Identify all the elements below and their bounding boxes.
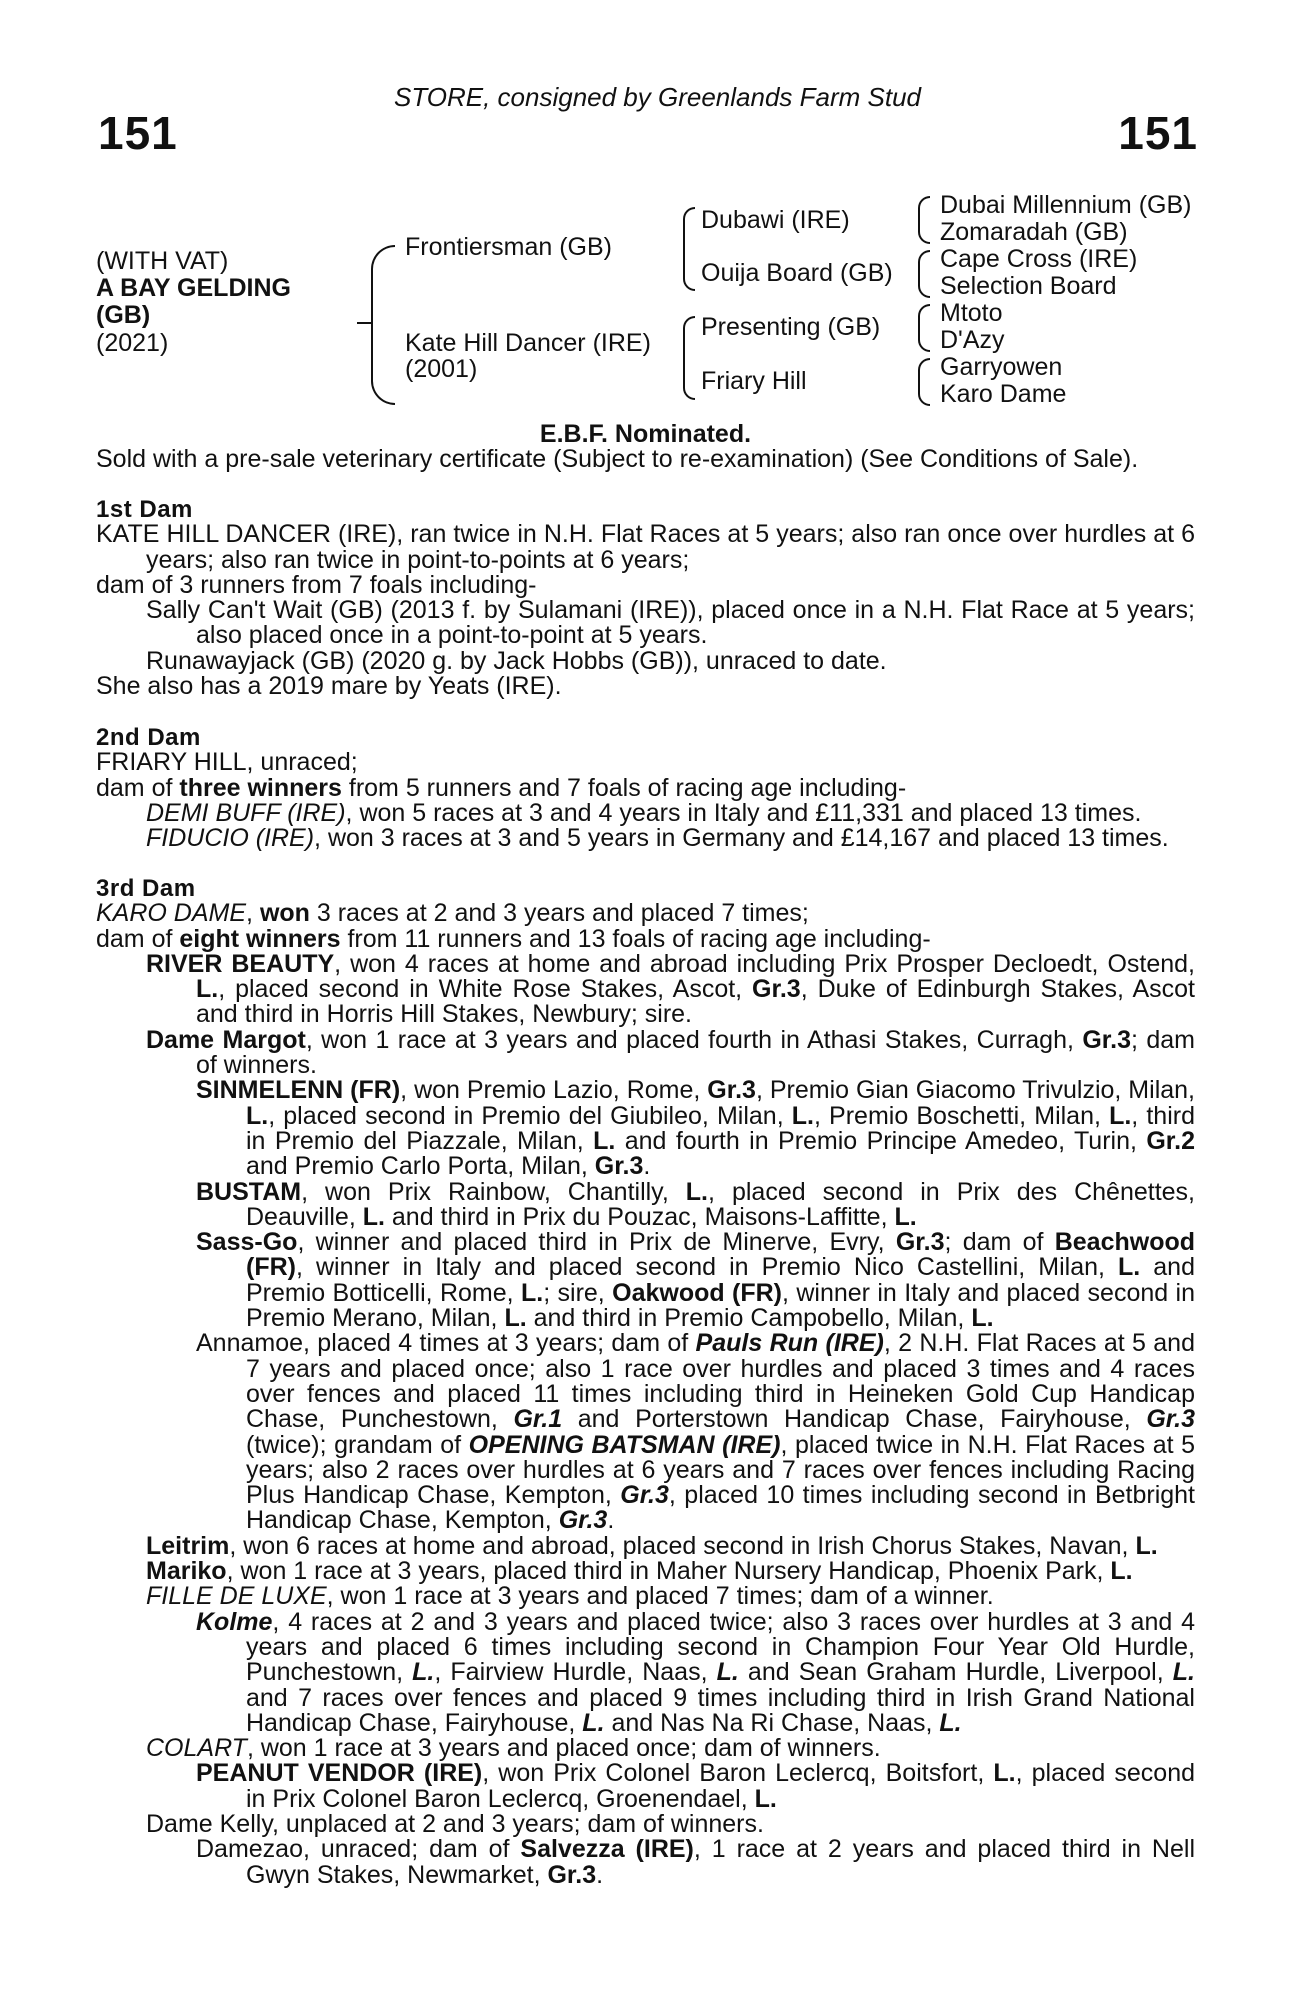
produce-entry: Dame Margot, won 1 race at 3 years and placed fourth in Athasi Stakes, Curragh, Gr.3; dam of winners. xyxy=(146,1025,1195,1080)
pedigree-g3-item: Mtoto xyxy=(940,299,1003,327)
produce-entry: FIDUCIO (IRE), won 3 races at 3 and 5 years in Germany and £14,167 and placed 13 times. xyxy=(146,824,1169,853)
pedigree-brace-dam xyxy=(683,316,695,400)
third-dam-heading: 3rd Dam xyxy=(96,875,196,902)
pedigree-g3-item: Dubai Millennium (GB) xyxy=(940,191,1192,219)
first-dam-note: She also has a 2019 mare by Yeats (IRE). xyxy=(96,672,562,701)
pedigree-dam-dam: Friary Hill xyxy=(701,367,807,395)
second-dam-section xyxy=(96,725,1195,851)
produce-entry: Dame Kelly, unplaced at 2 and 3 years; dam of winners. xyxy=(146,1809,764,1838)
produce-entry: PEANUT VENDOR (IRE), won Prix Colonel Baron Leclercq, Boitsfort, L., placed second in Prix Colonel Baron Leclercq, Groenendael, L. xyxy=(196,1759,1195,1813)
pedigree-brace-g3-1 xyxy=(918,196,930,244)
horse-description: A BAY GELDING xyxy=(96,274,291,302)
pedigree-g3-item: Cape Cross (IRE) xyxy=(940,245,1138,273)
pedigree-g3-item: Karo Dame xyxy=(940,380,1067,408)
third-dam-record: KARO DAME, won 3 races at 2 and 3 years and placed 7 times; xyxy=(96,899,809,928)
pedigree-sire: Frontiersman (GB) xyxy=(405,233,612,261)
produce-entry: Mariko, won 1 race at 3 years, placed third in Maher Nursery Handicap, Phoenix Park, L. xyxy=(146,1557,1133,1586)
ebf-nominated: E.B.F. Nominated. xyxy=(539,420,752,448)
pedigree-brace-g3-3 xyxy=(918,304,930,352)
second-dam-heading: 2nd Dam xyxy=(96,724,201,751)
first-dam-record: KATE HILL DANCER (IRE), ran twice in N.H. Flat Races at 5 years; also ran once over hurdles at 6 years; also ran twice in point-to-points at 6 years; xyxy=(96,520,1195,574)
third-dam-produce-summary: dam of eight winners from 11 runners and 13 foals of racing age including- xyxy=(96,924,931,953)
produce-entry: DEMI BUFF (IRE), won 5 races at 3 and 4 years in Italy and £11,331 and placed 13 times. xyxy=(146,798,1142,827)
first-dam-section xyxy=(96,497,1195,699)
horse-year: (2021) xyxy=(96,329,169,357)
produce-entry: Runawayjack (GB) (2020 g. by Jack Hobbs (GB)), unraced to date. xyxy=(146,646,887,675)
consignment-line: STORE, consigned by Greenlands Farm Stud xyxy=(394,82,921,112)
sold-note: Sold with a pre-sale veterinary certificate (Subject to re-examination) (See Conditions of Sale). xyxy=(96,445,1139,474)
horse-origin: (GB) xyxy=(96,301,151,329)
second-dam-produce-summary: dam of three winners from 5 runners and 7 foals of racing age including- xyxy=(96,773,907,802)
produce-entry: FILLE DE LUXE, won 1 race at 3 years and placed 7 times; dam of a winner. xyxy=(146,1582,994,1611)
pedigree-sire-dam: Ouija Board (GB) xyxy=(701,259,893,287)
pedigree-brace-point xyxy=(357,322,371,324)
first-dam-heading: 1st Dam xyxy=(96,496,193,523)
pedigree-brace-g3-2 xyxy=(918,250,930,298)
produce-entry: Annamoe, placed 4 times at 3 years; dam of Pauls Run (IRE), 2 N.H. Flat Races at 5 and 7 years and placed once; also 1 race over hurdles and placed 3 times and 4 races over fences and placed 11 times including third in Heineken Gold Cup Handicap Chase, Punchestown, Gr.1 and Porterstown Handicap Chase, Fairyhouse, Gr.3 (twice); grandam of OPENING BATSMAN (IRE), placed twice in N.H. Flat Races at 5 years; also 2 races over hurdles at 6 years and 7 races over fences including Racing Plus Handicap Chase, Kempton, Gr.3, placed 10 times including second in Betbright Handicap Chase, Kempton, Gr.3. xyxy=(196,1329,1196,1535)
produce-entry: COLART, won 1 race at 3 years and placed once; dam of winners. xyxy=(146,1734,881,1763)
produce-entry: SINMELENN (FR), won Premio Lazio, Rome, Gr.3, Premio Gian Giacomo Trivulzio, Milan, L., placed second in Premio del Giubileo, Milan, L., Premio Boschetti, Milan, L., third in Premio del Piazzale, Milan, L. and fourth in Premio Principe Amedeo, Turin, Gr.2 and Premio Carlo Porta, Milan, Gr.3. xyxy=(196,1076,1195,1181)
pedigree-dam-sire: Presenting (GB) xyxy=(701,313,881,341)
pedigree-g3-item: D'Azy xyxy=(940,326,1005,354)
pedigree-brace-main xyxy=(371,245,395,405)
produce-entry: Kolme, 4 races at 2 and 3 years and placed twice; also 3 races over hurdles at 3 and 4 years and placed 6 times including second in Champion Four Year Old Hurdle, Punchestown, L., Fairview Hurdle, Naas, L. and Sean Graham Hurdle, Liverpool, L. and 7 races over fences and placed 9 times including third in Irish Grand National Handicap Chase, Fairyhouse, L. and Nas Na Ri Chase, Naas, L. xyxy=(196,1607,1195,1737)
lot-number-right: 151 xyxy=(1118,107,1198,159)
produce-entry: Sass-Go, winner and placed third in Prix de Minerve, Evry, Gr.3; dam of Beachwood (FR), winner in Italy and placed second in Premio Nico Castellini, Milan, L. and Premio Botticelli, Rome, L.; sire, Oakwood (FR), winner in Italy and placed second in Premio Merano, Milan, L. and third in Premio Campobello, Milan, L. xyxy=(196,1228,1196,1333)
vat-note: (WITH VAT) xyxy=(96,247,229,275)
pedigree-brace-sire xyxy=(683,207,695,291)
produce-entry: Damezao, unraced; dam of Salvezza (IRE), 1 race at 2 years and placed third in Nell Gwyn Stakes, Newmarket, Gr.3. xyxy=(196,1835,1195,1889)
pedigree-dam-year: (2001) xyxy=(405,355,478,383)
produce-entry: Leitrim, won 6 races at home and abroad, placed second in Irish Chorus Stakes, Navan, L. xyxy=(146,1531,1158,1560)
pedigree-sire-sire: Dubawi (IRE) xyxy=(701,206,850,234)
second-dam-record: FRIARY HILL, unraced; xyxy=(96,748,358,777)
produce-entry: Sally Can't Wait (GB) (2013 f. by Sulamani (IRE)), placed once in a N.H. Flat Race at 5 years; also placed once in a point-to-point at 5 years. xyxy=(146,596,1195,650)
pedigree-g3-item: Zomaradah (GB) xyxy=(940,218,1128,246)
pedigree-g3-item: Garryowen xyxy=(940,353,1063,381)
produce-entry: RIVER BEAUTY, won 4 races at home and abroad including Prix Prosper Decloedt, Ostend, L., placed second in White Rose Stakes, Ascot, Gr.3, Duke of Edinburgh Stakes, Ascot and third in Horris Hill Stakes, Newbury; sire. xyxy=(146,949,1195,1029)
third-dam-section xyxy=(96,876,1195,1888)
pedigree-g3-item: Selection Board xyxy=(940,272,1117,300)
first-dam-produce-summary: dam of 3 runners from 7 foals including- xyxy=(96,570,537,599)
lot-number-left: 151 xyxy=(98,107,178,159)
pedigree-dam: Kate Hill Dancer (IRE) xyxy=(405,329,651,357)
produce-entry: BUSTAM, won Prix Rainbow, Chantilly, L., placed second in Prix des Chênettes, Deauville, L. and third in Prix du Pouzac, Maisons-Laffitte, L. xyxy=(196,1177,1195,1231)
pedigree-brace-g3-4 xyxy=(918,358,930,406)
